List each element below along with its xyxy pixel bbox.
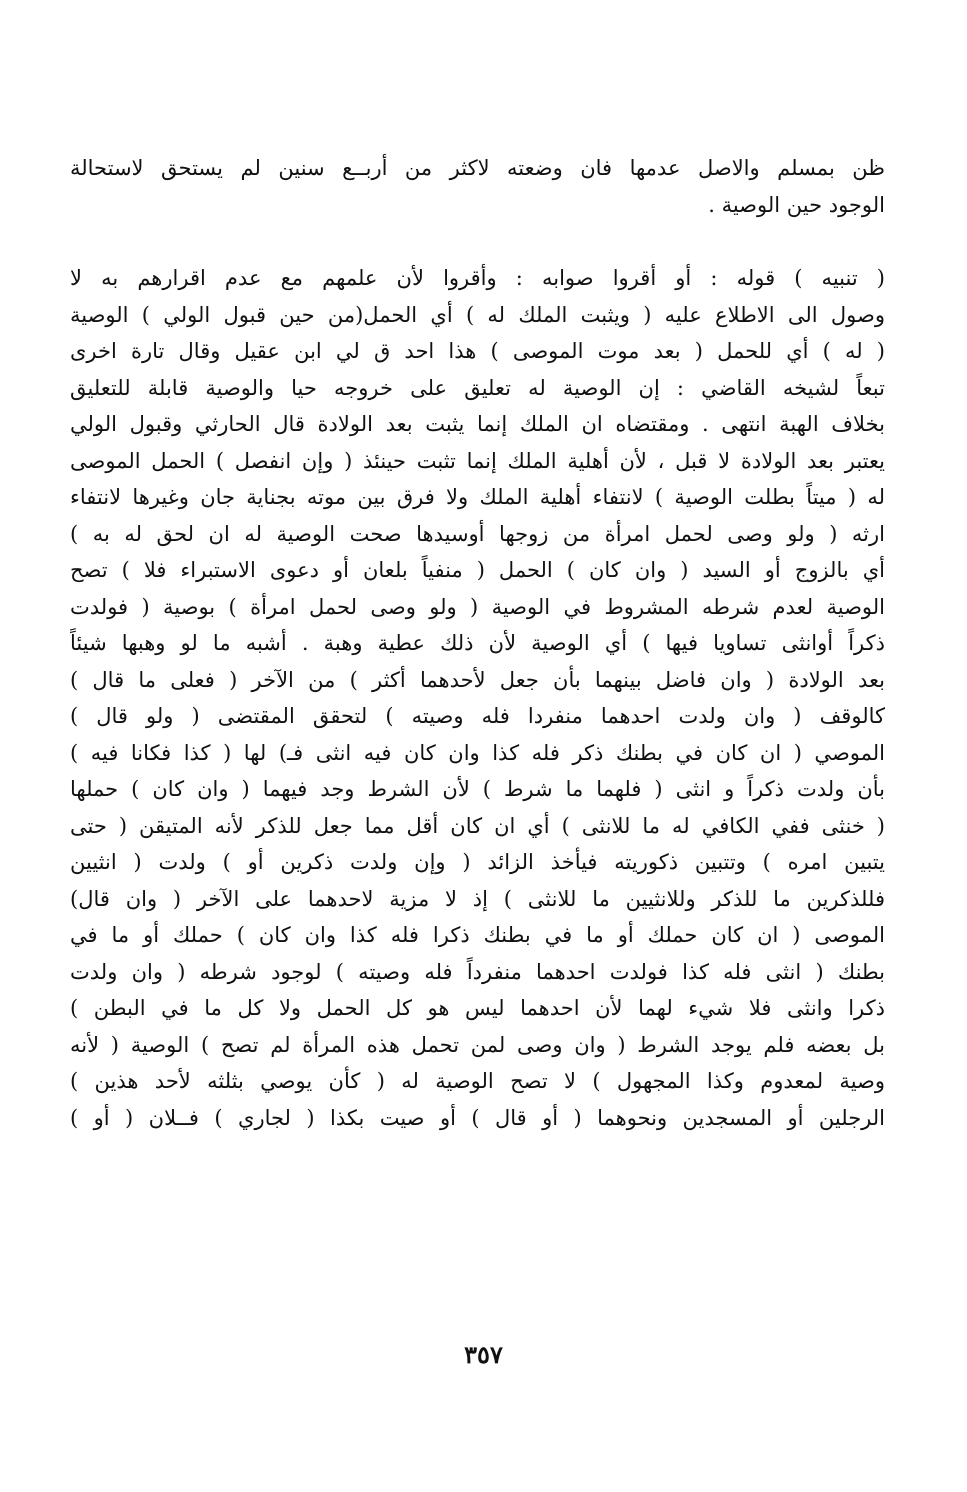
text-line: الرجلين أو المسجدين ونحوهما ( أو قال ) أو صيت بكذا ( لجاري ) فــلان ( أو ) — [70, 1105, 885, 1130]
text-line: تبعاً لشيخه القاضي : إن الوصية له تعليق على خروجه حيا والوصية قابلة للتعليق — [70, 375, 885, 400]
paragraph-continuation — [70, 150, 885, 223]
text-line: ( خنثى ففي الكافي له ما للانثى ) أي ان كان أقل مما جعل للذكر لأنه المتيقن ( حتى — [70, 813, 885, 838]
text-line: فللذكرين ما للذكر وللانثيين ما للانثى ) إذ لا مزية لاحدهما على الآخر ( وان قال) — [70, 886, 885, 911]
paragraph-main — [70, 260, 885, 1136]
text-line: بخلاف الهبة انتهى . ومقتضاه ان الملك إنما يثبت بعد الولادة قال الحارثي وقبول الولي — [70, 412, 885, 436]
text-line: وصول الى الاطلاع عليه ( ويثبت الملك له ) أي الحمل(من حين قبول الولي ) الوصية — [70, 302, 885, 327]
text-line: الموصى ( ان كان حملك أو ما في بطنك ذكرا فله كذا وان كان ) حملك أو ما في — [70, 923, 885, 947]
text-line: يتبين امره ) وتتبين ذكوريته فيأخذ الزائد ( وإن ولدت ذكرين أو ) ولدت ( انثيين — [70, 850, 885, 874]
text-line: بعد الولادة ( وان فاضل بينهما بأن جعل لأحدهما أكثر ) من الآخر ( فعلى ما قال ) — [70, 667, 885, 692]
text-line: يعتبر بعد الولادة لا قبل ، لأن أهلية الملك إنما تثبت حينئذ ( وإن انفصل ) الحمل الموصى — [70, 448, 885, 473]
text-line: بطنك ( انثى فله كذا فولدت احدهما منفرداً فله وصيته ) لوجود شرطه ( وان ولدت — [70, 959, 885, 984]
text-line: بل بعضه فلم يوجد الشرط ( وان وصى لمن تحمل هذه المرأة لم تصح ) الوصية ( لأنه — [70, 1032, 885, 1057]
text-line: وصية لمعدوم وكذا المجهول ) لا تصح الوصية له ( كأن يوصي بثلثه لأحد هذين ) — [70, 1069, 885, 1093]
page-number: ٣٥٧ — [464, 1340, 503, 1369]
text-line: أي بالزوج أو السيد ( وان كان ) الحمل ( منفياً بلعان أو دعوى الاستبراء فلا ) تصح — [70, 558, 885, 582]
text-line: ذكراً أوانثى تساويا فيها ) أي الوصية لأن ذلك عطية وهبة . أشبه ما لو وهبها شيئاً — [70, 631, 885, 655]
text-line: ارثه ( ولو وصى لحمل امرأة من زوجها أوسيدها صحت الوصية له ان لحق له به ) — [70, 521, 885, 546]
text-line: كالوقف ( وان ولدت احدهما منفردا فله وصيته ) لتحقق المقتضى ( ولو قال ) — [70, 704, 885, 728]
text-line: الموصي ( ان كان في بطنك ذكر فله كذا وان كان فيه انثى فـ) لها ( كذا فكانا فيه ) — [70, 740, 885, 765]
text-line: ذكرا وانثى فلا شيء لهما لأن احدهما ليس هو كل الحمل ولا كل ما في البطن ) — [70, 996, 885, 1020]
text-line: ( له ) أي للحمل ( بعد موت الموصى ) هذا احد ق لي ابن عقيل وقال تارة اخرى — [70, 339, 885, 363]
text-line: الوجود حين الوصية . — [708, 192, 885, 217]
text-line: ظن بمسلم والاصل عدمها فان وضعته لاكثر من أربــع سنين لم يستحق لاستحالة — [70, 156, 885, 180]
text-line: الوصية لعدم شرطه المشروط في الوصية ( ولو وصى لحمل امرأة ) بوصية ( فولدت — [70, 594, 885, 619]
text-line: ( تنبيه ) قوله : أو أقروا صوابه : وأقروا لأن علمهم مع عدم اقرارهم به لا — [70, 266, 885, 290]
text-line: له ( ميتاً بطلت الوصية ) لانتفاء أهلية الملك ولا فرق بين موته بجناية جان وغيرها لانتفاء — [70, 485, 885, 509]
text-line: بأن ولدت ذكراً و انثى ( فلهما ما شرط ) لأن الشرط وجد فيهما ( وان كان ) حملها — [70, 777, 885, 801]
